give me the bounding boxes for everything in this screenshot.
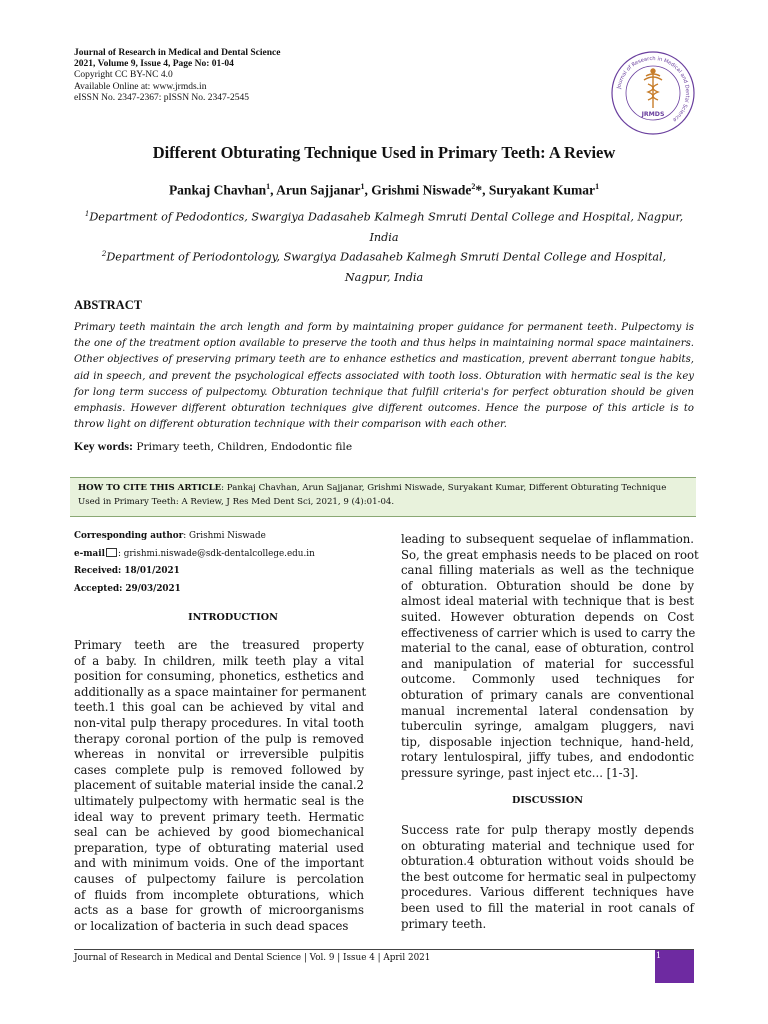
text-line: placement of suitable material inside the canal.2	[74, 778, 364, 793]
author-name: Grishmi Niswade	[371, 182, 472, 198]
journal-name: Journal of Research in Medical and Dental Science	[74, 48, 281, 58]
text-line: seal can be achieved by good biomechanical	[74, 825, 364, 840]
text-line: therapy coronal portion of the pulp is removed	[74, 731, 364, 746]
text-line: acts as a base for growth of microorganisms	[74, 903, 364, 918]
text-line: tip, disposable injection technique, hand-held,	[401, 734, 694, 749]
text-line: cases complete pulp is removed followed by	[74, 762, 364, 777]
text-line: of a baby. In children, milk teeth play a vital	[74, 653, 364, 668]
text-line: outcome. Commonly used techniques for	[401, 672, 694, 687]
affiliation-sup: 1	[84, 210, 90, 218]
copyright-line: Copyright CC BY-NC 4.0	[74, 70, 173, 81]
citation-label: HOW TO CITE THIS ARTICLE	[78, 483, 222, 493]
discussion-body	[401, 823, 697, 932]
corresponding-author: Corresponding author: Grishmi Niswade	[74, 531, 266, 541]
issn-line: eISSN No. 2347-2367: pISSN No. 2347-2545	[74, 92, 249, 103]
citation-text	[78, 481, 688, 509]
text-line: almost ideal material with technique that is best	[401, 594, 694, 609]
author-affiliation-sup: 1	[360, 182, 365, 191]
keywords-label: Key words:	[74, 439, 133, 453]
affiliation-2	[74, 244, 694, 288]
text-line: manual incremental lateral condensation by	[401, 703, 694, 718]
text-line: rotary lentulospiral, jiffy tubes, and endodontic	[401, 750, 694, 765]
author-affiliation-sup: 1	[595, 182, 600, 191]
author-separator: *,	[475, 182, 489, 198]
text-line: ideal way to prevent primary teeth. Hermatic	[74, 809, 364, 824]
seal-abbrev: JRMDS	[641, 111, 665, 118]
affiliation-line: Department of Pedodontics, Swargiya Dadasaheb Kalmegh Smruti Dental College and Hospital, Nagpur,	[89, 210, 684, 224]
text-line: material to the canal, ease of obturation, control	[401, 641, 694, 656]
citation-body: : Pankaj Chavhan, Arun Sajjanar, Grishmi Niswade, Suryakant Kumar, Different Obturating Technique Used in Primary Teeth: A Review, J Res Med Dent Sci, 2021, 9 (4):01-04.	[78, 483, 667, 507]
author-name: Arun Sajjanar	[276, 182, 361, 198]
text-line: pressure syringe, past inject etc... [1-3].	[401, 765, 639, 780]
text-line: whereas in nonvital or irreversible pulpitis	[74, 747, 364, 762]
discussion-heading: DISCUSSION	[512, 795, 583, 806]
text-line: causes of pulpectomy failure is percolation	[74, 871, 364, 886]
text-line: of fluids from incomplete obturations, which	[74, 887, 364, 902]
author-separator: ,	[364, 182, 372, 198]
text-line: Primary teeth are the treasured property	[74, 638, 364, 652]
online-line: Available Online at: www.jrmds.in	[74, 81, 207, 92]
text-line: teeth.1 this goal can be achieved by vital and	[74, 700, 364, 715]
text-line: Success rate for pulp therapy mostly depends	[401, 823, 694, 837]
keywords-text: Primary teeth, Children, Endodontic file	[136, 441, 353, 453]
text-line: preparation, type of obturating material used	[74, 840, 364, 855]
text-line: obturation of primary canals are conventional	[401, 687, 694, 702]
text-line: or localization of bacteria in such dead spaces	[74, 918, 349, 933]
text-line: of obturation. Obturation should be done by	[401, 578, 694, 593]
text-line: So, the great emphasis needs to be placed on root	[401, 547, 699, 562]
author-separator: ,	[270, 182, 277, 198]
affiliation-line: Nagpur, India	[344, 270, 424, 284]
journal-seal-logo	[610, 50, 696, 136]
accepted-date: Accepted: 29/03/2021	[74, 584, 181, 594]
keywords	[74, 439, 352, 454]
author-name: Suryakant Kumar	[488, 182, 596, 198]
received-date: Received: 18/01/2021	[74, 566, 180, 576]
text-line: primary teeth.	[401, 916, 487, 931]
email-address[interactable]: : grishmi.niswade@sdk-dentalcollege.edu.in	[117, 549, 315, 559]
text-line: and with minimum voids. One of the important	[74, 856, 364, 871]
text-line: suited. However obturation depends on Cost	[401, 609, 694, 624]
author-list	[0, 182, 768, 199]
abstract-text: Primary teeth maintain the arch length and form by maintaining proper guidance for permanent teeth. Pulpectomy is the one of the treatment option available to preserve the tooth and thus helps in maintaining normal space maintainers. Other objectives of preserving primary teeth are to enhance esthetics and mastication, prevent aberrant tongue habits, aid in speech, and prevent the psychological effects associated with tooth loss. Obturation with hermatic seal is the key for long term success of pulpectomy. Obturation technique that fulfill criteria's for perfect obturation should be given emphasis. However different obturation techniques give different outcomes. Hence the purpose of this article is to throw light on different obturation technique with their comparison with each other.	[74, 322, 694, 431]
page-number: 1	[656, 951, 662, 960]
text-line: canal filling materials as well as the technique	[401, 563, 694, 578]
volume-line: 2021, Volume 9, Issue 4, Page No: 01-04	[74, 59, 234, 70]
text-line: additionally as a space maintainer for permanent	[74, 684, 367, 699]
introduction-heading: INTRODUCTION	[188, 612, 278, 623]
text-line: position for consuming, phonetics, esthetics and	[74, 669, 364, 684]
text-line: been used to fill the material in root canals of	[401, 900, 694, 915]
journal-header	[74, 48, 280, 104]
text-line: on obturating material and technique used for	[401, 838, 694, 853]
text-line: obturation.4 obturation without voids should be	[401, 854, 694, 869]
text-line: ultimately pulpectomy with hermatic seal is the	[74, 793, 364, 808]
footer-text: Journal of Research in Medical and Dental Science | Vol. 9 | Issue 4 | April 2021	[74, 953, 431, 963]
affiliation-1	[74, 204, 694, 248]
text-line: effectiveness of carrier which is used to carry the	[401, 625, 696, 640]
seal-ring-text: Journal of Research in Medical and Dental Science	[616, 55, 691, 123]
text-line: leading to subsequent sequelae of inflammation.	[401, 532, 694, 546]
text-line: the best outcome for hermatic seal in pulpectomy	[401, 869, 697, 884]
author-affiliation-sup: 2	[471, 182, 476, 191]
mail-icon	[106, 548, 117, 557]
text-line: and manipulation of material for successful	[401, 656, 694, 671]
affiliation-line: Department of Periodontology, Swargiya Dadasaheb Kalmegh Smruti Dental College and Hospital,	[106, 250, 667, 264]
paper-title: Different Obturating Technique Used in Primary Teeth: A Review	[152, 143, 616, 162]
right-column-text	[401, 532, 699, 782]
introduction-body	[74, 638, 367, 934]
footer-rule	[74, 949, 694, 950]
affiliation-sup: 2	[101, 250, 107, 258]
author-name: Pankaj Chavhan	[168, 182, 267, 198]
text-line: tuberculin syringe, amalgam pluggers, navi	[401, 719, 694, 734]
email-line: e-mail : grishmi.niswade@sdk-dentalcollege.edu.in	[74, 549, 315, 559]
text-line: non-vital pulp therapy procedures. In vital tooth	[74, 715, 364, 730]
affiliation-line: India	[369, 230, 399, 244]
author-affiliation-sup: 1	[266, 182, 271, 191]
caduceus-icon	[644, 69, 662, 108]
text-line: procedures. Various different techniques have	[401, 885, 694, 900]
abstract-heading: ABSTRACT	[74, 298, 143, 312]
